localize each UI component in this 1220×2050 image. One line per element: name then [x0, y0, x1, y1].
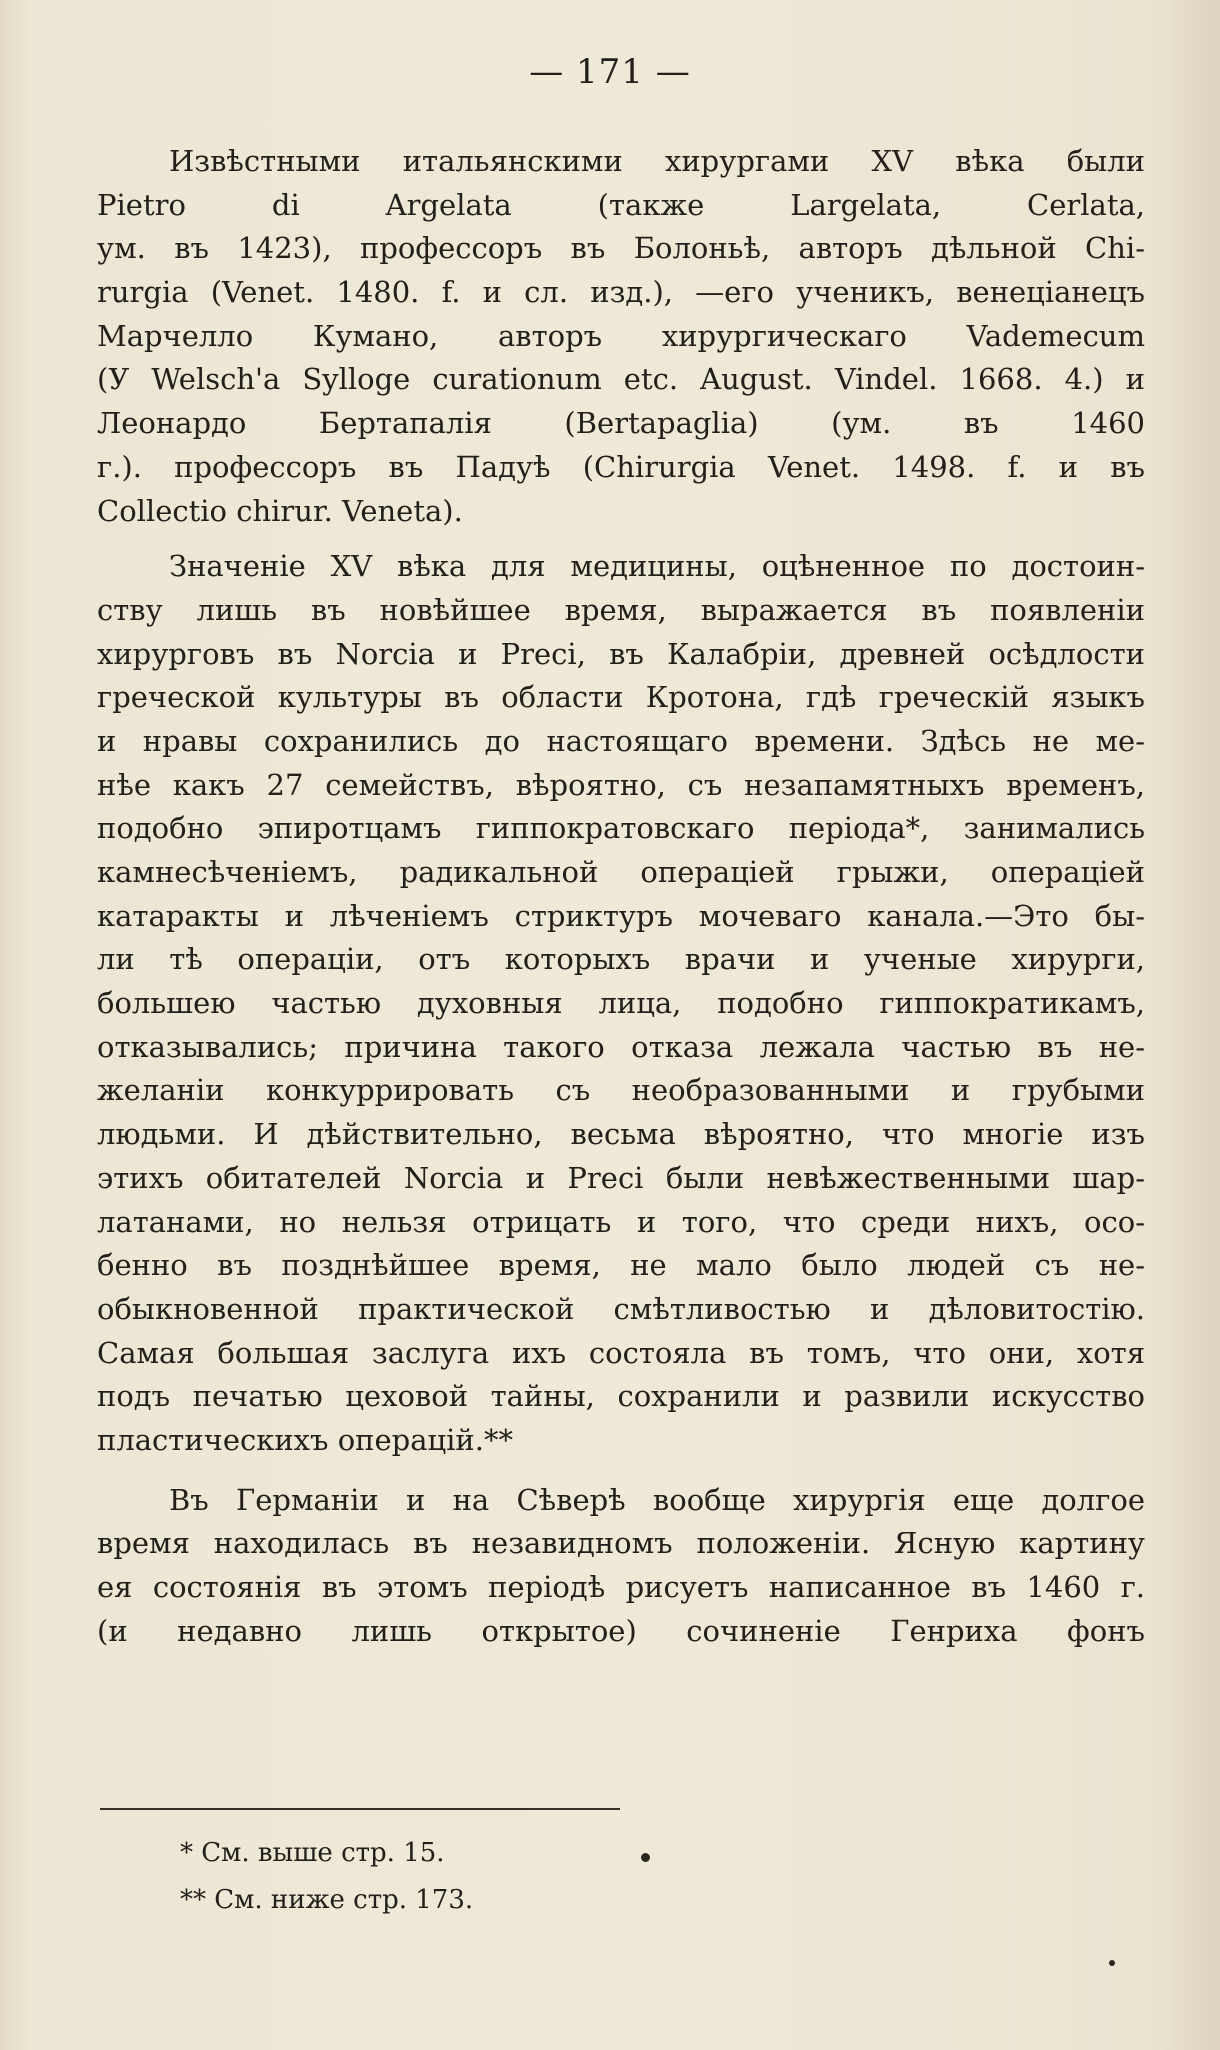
text-line: rurgia (Venet. 1480. f. и сл. изд.), —его ученикъ, венеціанецъ: [97, 275, 1145, 310]
text-line: этихъ обитателей Norcia и Preci были невѣжественными шар-: [97, 1160, 1145, 1195]
print-speck: [1109, 1960, 1115, 1966]
text-line: людьми. И дѣйствительно, весьма вѣроятно, что многіе изъ: [97, 1117, 1145, 1152]
text-line: подъ печатью цеховой тайны, сохранили и развили искусство: [97, 1379, 1145, 1414]
text-line: Значеніе XV вѣка для медицины, оцѣненное по достоин-: [169, 549, 1145, 584]
footnote-2: ** См. ниже стр. 173.: [180, 1885, 474, 1915]
text-line: ли тѣ операціи, отъ которыхъ врачи и ученые хирурги,: [97, 942, 1145, 977]
text-line: большею частью духовныя лица, подобно гиппократикамъ,: [97, 986, 1145, 1021]
text-line: отказывались; причина такого отказа лежала частью въ не-: [97, 1029, 1145, 1064]
text-line: катаракты и лѣченіемъ стриктуръ мочеваго канала.—Это бы-: [97, 898, 1145, 933]
footnote-1: * См. выше стр. 15.: [180, 1838, 445, 1868]
text-line: Collectio chirur. Veneta).: [97, 493, 463, 528]
text-line: и нравы сохранились до настоящаго времени. Здѣсь не ме-: [97, 723, 1145, 758]
text-line: Извѣстными итальянскими хирургами XV вѣка были: [169, 144, 1145, 178]
text-line: пластическихъ операцій.**: [97, 1422, 513, 1457]
text-line: Pietro di Argelata (также Largelata, Cerlata,: [97, 187, 1145, 222]
text-line: (и недавно лишь открытое) сочиненіе Генриха фонъ: [97, 1613, 1145, 1648]
text-line: Марчелло Кумано, авторъ хирургическаго Vademecum: [97, 318, 1145, 353]
text-line: желаніи конкуррировать съ необразованными и грубыми: [97, 1073, 1145, 1108]
text-line: греческой культуры въ области Кротона, гдѣ греческій языкъ: [97, 680, 1145, 715]
text-line: (У Welsch'a Sylloge curationum etc. August. Vindel. 1668. 4.) и: [97, 362, 1145, 397]
footnote-divider: [100, 1808, 620, 1810]
text-line: Въ Германіи и на Сѣверѣ вообще хирургія еще долгое: [169, 1482, 1145, 1517]
text-line: ум. въ 1423), профессоръ въ Болоньѣ, авторъ дѣльной Chi-: [97, 231, 1145, 266]
page-number: — 171 —: [529, 52, 691, 92]
text-line: ея состоянія въ этомъ періодѣ рисуетъ написанное въ 1460 г.: [97, 1570, 1145, 1604]
text-line: обыкновенной практической смѣтливостью и дѣловитостію.: [97, 1291, 1145, 1326]
text-line: время находилась въ незавидномъ положеніи. Ясную картину: [97, 1526, 1145, 1561]
text-line: ству лишь въ новѣйшее время, выражается въ появленіи: [97, 592, 1145, 627]
text-line: хирурговъ въ Norcia и Preci, въ Калабріи, древней осѣдлости: [97, 636, 1145, 671]
text-line: Леонардо Бертапалія (Bertapaglia) (ум. въ 1460: [97, 406, 1145, 441]
print-speck: [641, 1853, 650, 1862]
body-text: [97, 140, 1145, 1653]
text-line: камнесѣченіемъ, радикальной операціей грыжи, операціей: [97, 855, 1145, 889]
text-line: бенно въ позднѣйшее время, не мало было людей съ не-: [97, 1248, 1145, 1283]
text-line: нѣе какъ 27 семействъ, вѣроятно, съ незапамятныхъ временъ,: [97, 767, 1145, 802]
text-line: латанами, но нельзя отрицать и того, что среди нихъ, осо-: [97, 1204, 1145, 1239]
text-line: подобно эпиротцамъ гиппократовскаго періода*, занимались: [97, 811, 1145, 846]
text-line: Самая большая заслуга ихъ состояла въ томъ, что они, хотя: [97, 1335, 1145, 1370]
text-line: г.). профессоръ въ Падуѣ (Chirurgia Venet. 1498. f. и въ: [97, 449, 1145, 484]
